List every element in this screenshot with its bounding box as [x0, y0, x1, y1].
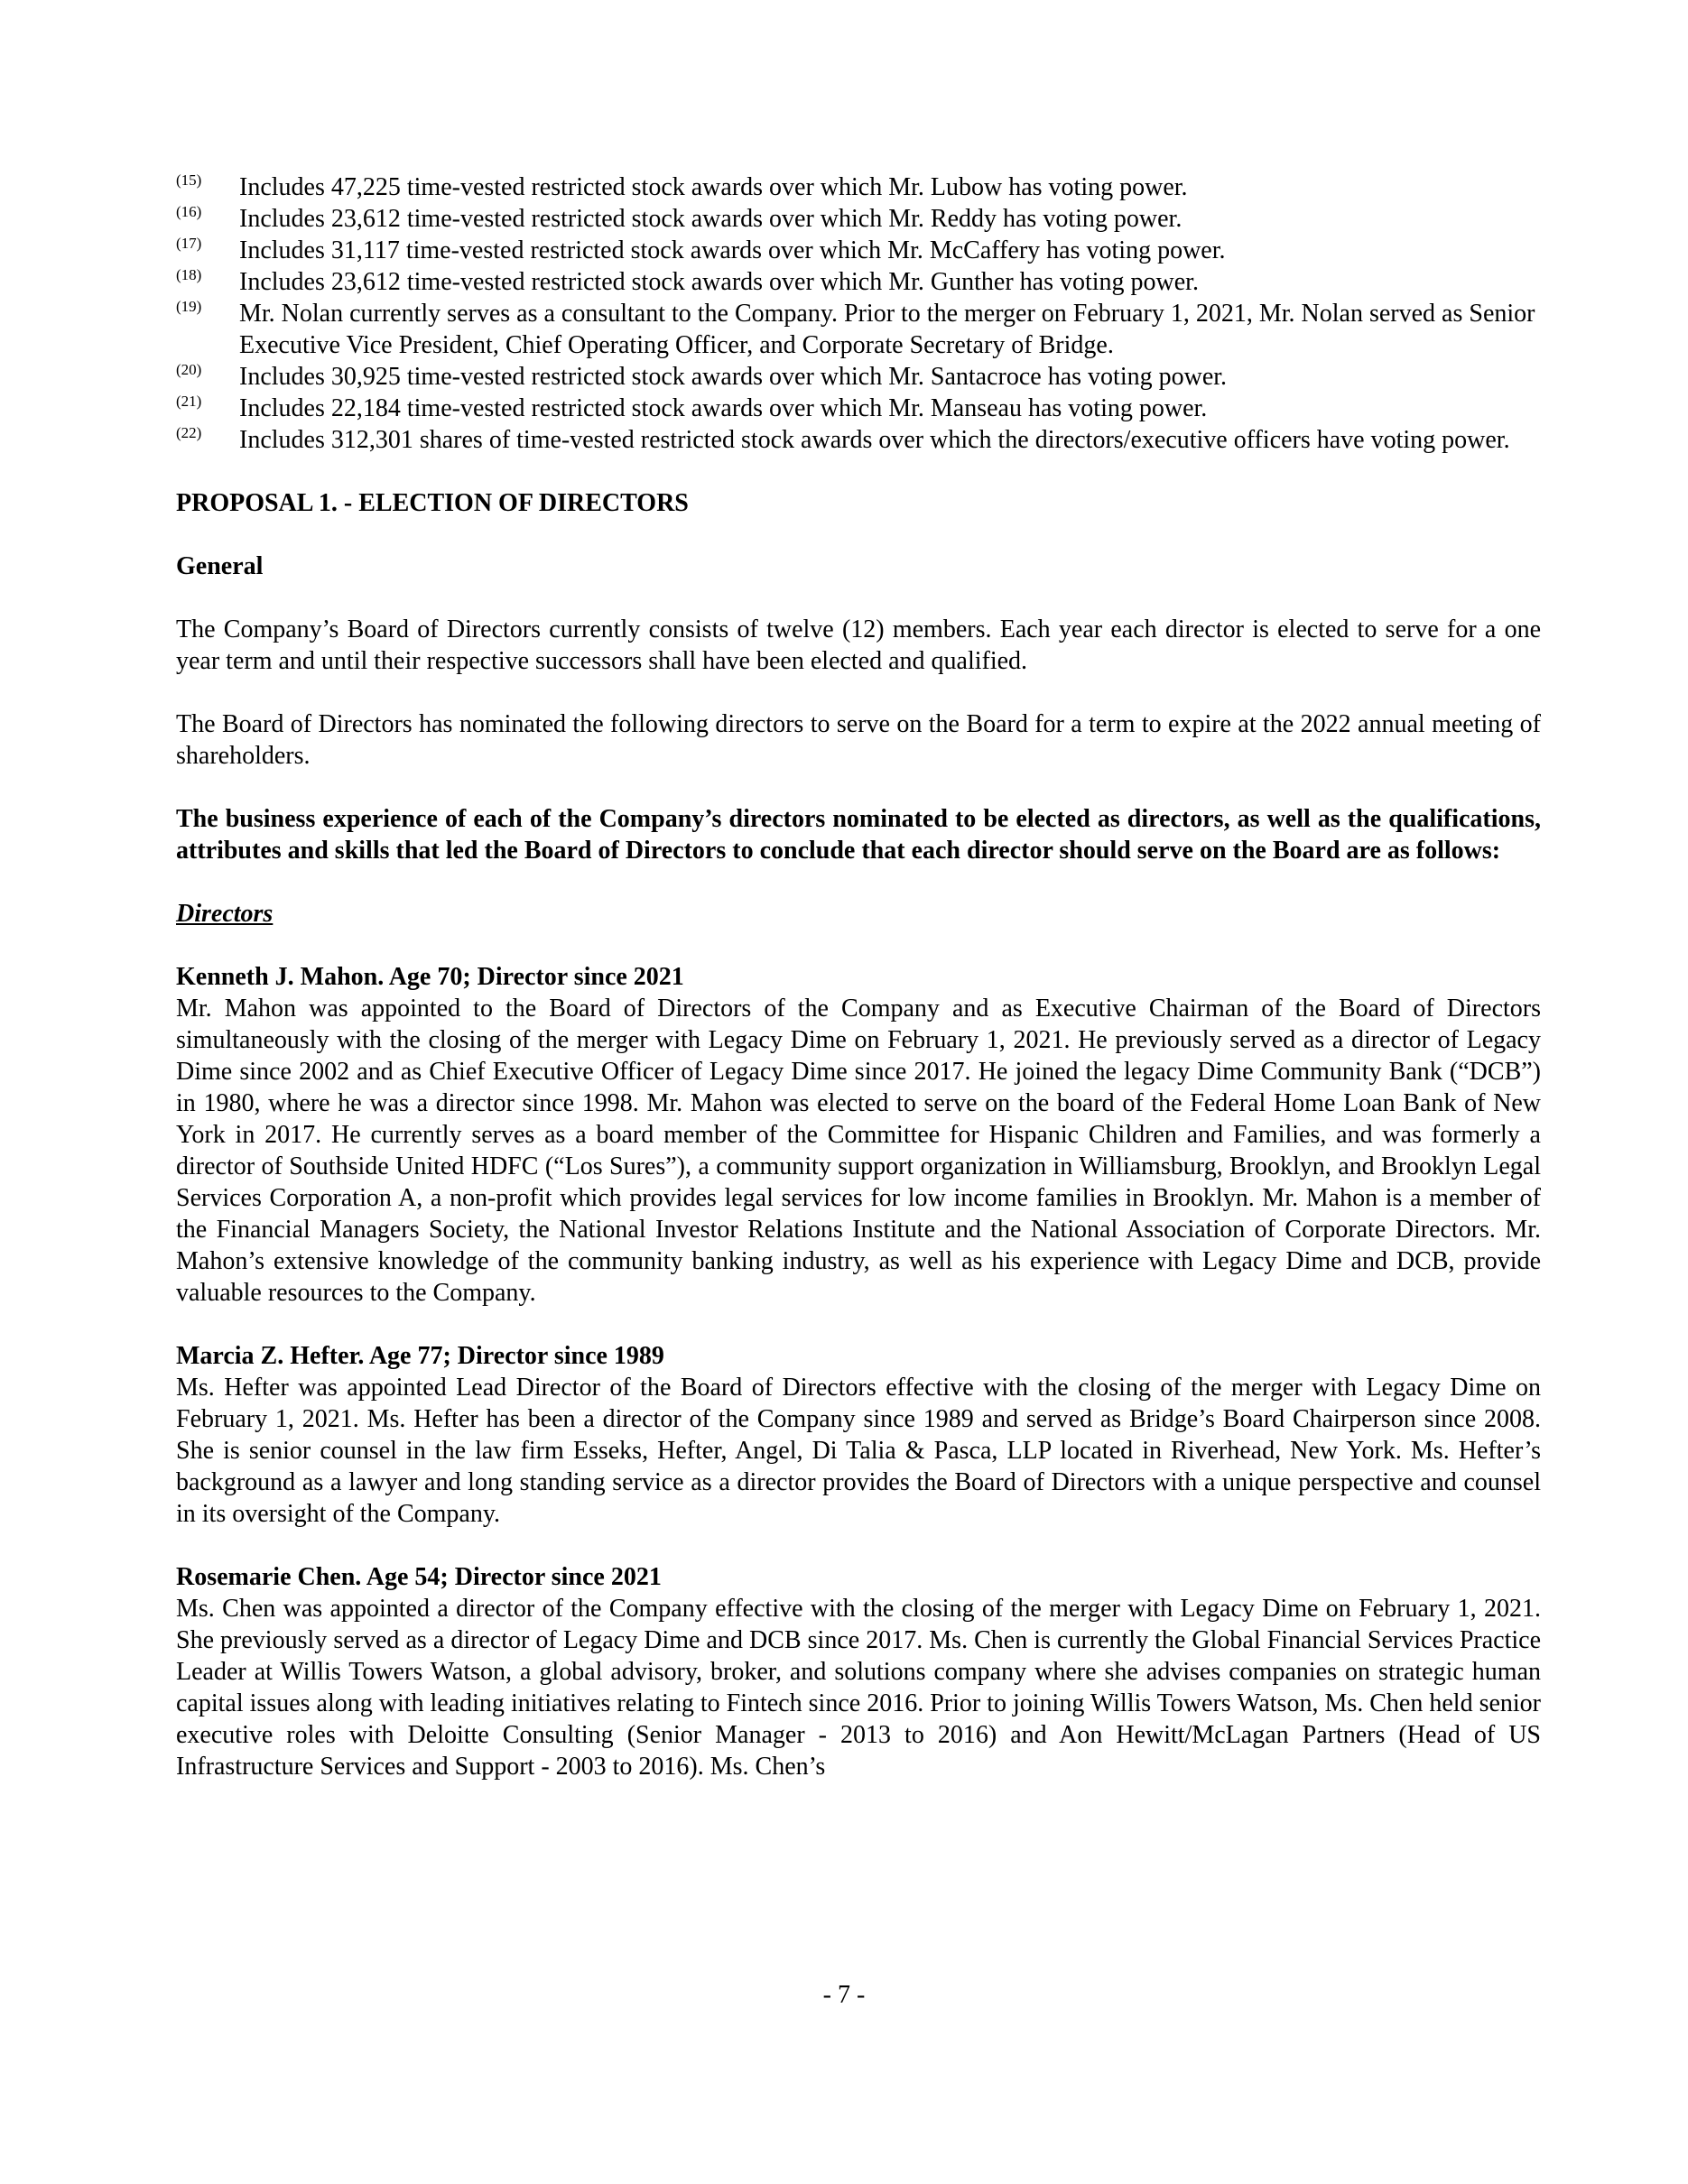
footnote-number: (20): [176, 361, 202, 378]
footnote-text: Includes 23,612 time-vested restricted stock awards over which Mr. Gunther has voting power.: [239, 268, 1199, 296]
footnote-number: (15): [176, 171, 202, 189]
footnote-number: (21): [176, 393, 202, 410]
footnote: [176, 203, 1541, 235]
director-bio-text: Ms. Hefter was appointed Lead Director of the Board of Directors effective with the closing of the merger with Legacy Dime on February 1, 2021. Ms. Hefter has been a director of the Company since 1989 and served as Bridge’s Board Chairperson since 2008. She is senior counsel in the law firm Esseks, Hefter, Angel, Di Talia & Pasca, LLP located in Riverhead, New York. Ms. Hefter’s background as a lawyer and long standing service as a director provides the Board of Directors with a unique perspective and counsel in its oversight of the Company.: [176, 1374, 1541, 1528]
footnote-text: Includes 23,612 time-vested restricted stock awards over which Mr. Reddy has voting power.: [239, 205, 1183, 233]
footnote: [176, 361, 1541, 393]
director-name-line: Rosemarie Chen. Age 54; Director since 2021: [176, 1563, 662, 1591]
footnote: [176, 424, 1541, 456]
director-name-line: Kenneth J. Mahon. Age 70; Director since 2021: [176, 963, 684, 991]
footnote: [176, 235, 1541, 266]
footnote: [176, 393, 1541, 424]
proposal-heading: PROPOSAL 1. - ELECTION OF DIRECTORS: [176, 489, 689, 517]
footnote-number: (22): [176, 424, 202, 441]
general-paragraph: The Company’s Board of Directors currently consists of twelve (12) members. Each year each director is elected to serve for a one year term and until their respective successors shall have been elected and qualified.: [176, 615, 1541, 675]
footnotes-list: [176, 171, 1541, 456]
director-bio: [176, 1561, 1541, 1782]
director-bio: [176, 961, 1541, 1309]
director-name-line: Marcia Z. Hefter. Age 77; Director since 1989: [176, 1342, 664, 1370]
footnote-text: Includes 47,225 time-vested restricted stock awards over which Mr. Lubow has voting power.: [239, 173, 1188, 201]
document-page: [176, 171, 1541, 1782]
director-bio: [176, 1340, 1541, 1530]
footnote-text: Includes 31,117 time-vested restricted stock awards over which Mr. McCaffery has voting power.: [239, 236, 1226, 264]
general-paragraph: The Board of Directors has nominated the following directors to serve on the Board for a term to expire at the 2022 annual meeting of shareholders.: [176, 710, 1541, 770]
general-heading: General: [176, 552, 264, 580]
director-qualifications-intro: The business experience of each of the Company’s directors nominated to be elected as directors, as well as the qualifications, attributes and skills that led the Board of Directors to conclude that each director should serve on the Board are as follows:: [176, 805, 1541, 865]
director-bio-text: Ms. Chen was appointed a director of the Company effective with the closing of the merger with Legacy Dime on February 1, 2021. She previously served as a director of Legacy Dime and DCB since 2017. Ms. Chen is currently the Global Financial Services Practice Leader at Willis Towers Watson, a global advisory, broker, and solutions company where she advises companies on strategic human capital issues along with leading initiatives relating to Fintech since 2016. Prior to joining Willis Towers Watson, Ms. Chen held senior executive roles with Deloitte Consulting (Senior Manager - 2013 to 2016) and Aon Hewitt/McLagan Partners (Head of US Infrastructure Services and Support - 2003 to 2016). Ms. Chen’s: [176, 1595, 1541, 1781]
footnote-text: Mr. Nolan currently serves as a consultant to the Company. Prior to the merger on February 1, 2021, Mr. Nolan served as Senior Executive Vice President, Chief Operating Officer, and Corporate Secretary of Bridge.: [239, 300, 1535, 359]
footnote-number: (18): [176, 266, 202, 283]
footnote-text: Includes 22,184 time-vested restricted stock awards over which Mr. Manseau has voting power.: [239, 394, 1208, 422]
directors-subheading: Directors: [176, 900, 274, 928]
footnote-text: Includes 30,925 time-vested restricted stock awards over which Mr. Santacroce has voting power.: [239, 363, 1228, 391]
footnote-number: (16): [176, 203, 202, 220]
footnote: [176, 298, 1541, 361]
footnote: [176, 171, 1541, 203]
director-bio-text: Mr. Mahon was appointed to the Board of Directors of the Company and as Executive Chairman of the Board of Directors simultaneously with the closing of the merger with Legacy Dime on February 1, 2021. He previously served as a director of Legacy Dime since 2002 and as Chief Executive Officer of Legacy Dime since 2017. He joined the legacy Dime Community Bank (“DCB”) in 1980, where he was a director since 1998. Mr. Mahon was elected to serve on the board of the Federal Home Loan Bank of New York in 2017. He currently serves as a board member of the Committee for Hispanic Children and Families, and was formerly a director of Southside United HDFC (“Los Sures”), a community support organization in Williamsburg, Brooklyn, and Brooklyn Legal Services Corporation A, a non-profit which provides legal services for low income families in Brooklyn. Mr. Mahon is a member of the Financial Managers Society, the National Investor Relations Institute and the National Association of Corporate Directors. Mr. Mahon’s extensive knowledge of the community banking industry, as well as his experience with Legacy Dime and DCB, provide valuable resources to the Company.: [176, 995, 1541, 1307]
page-number: - 7 -: [822, 1981, 866, 2009]
footnote-number: (17): [176, 235, 202, 252]
footnote-text: Includes 312,301 shares of time-vested restricted stock awards over which the directors/executive officers have voting power.: [239, 426, 1510, 454]
footnote-number: (19): [176, 298, 202, 315]
footnote: [176, 266, 1541, 298]
